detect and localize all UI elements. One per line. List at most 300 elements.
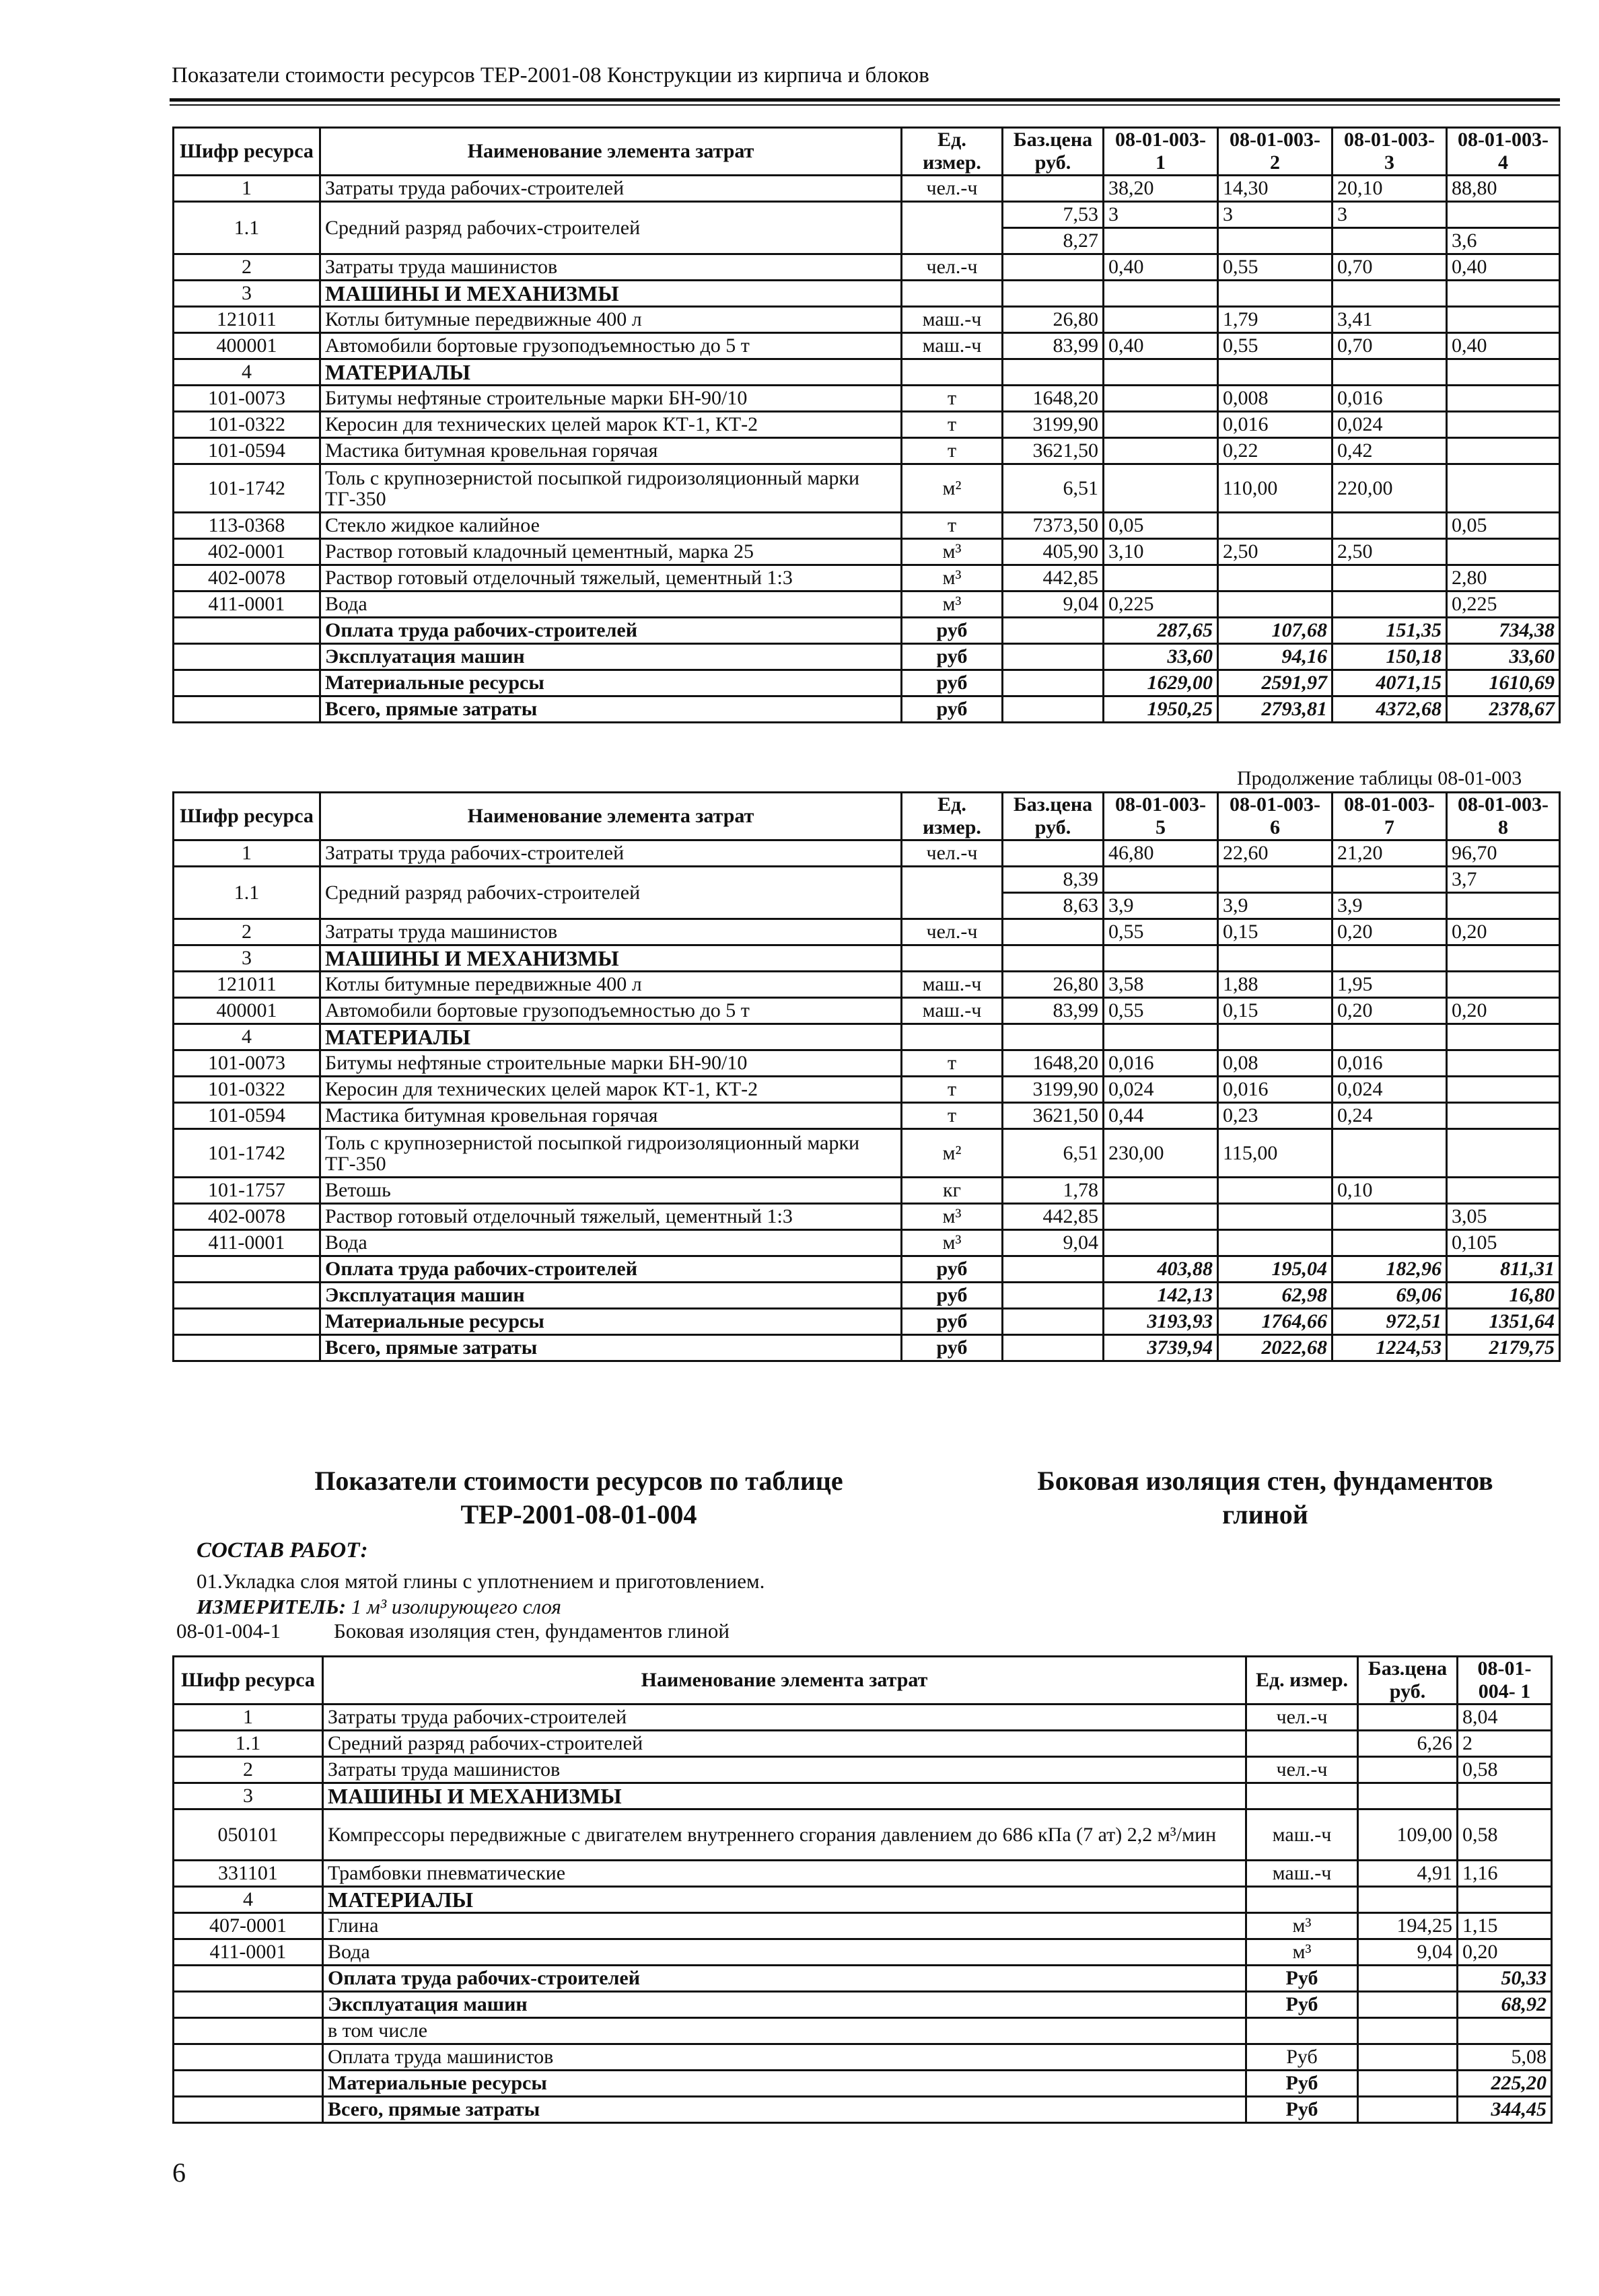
measure-line <box>197 1595 561 1619</box>
resource-name: МАШИНЫ И МЕХАНИЗМЫ <box>320 945 902 972</box>
header-rate-col: 08-01-003- 4 <box>1447 128 1560 176</box>
resource-name: Котлы битумные передвижные 400 л <box>320 972 902 998</box>
resource-unit: чел.-ч <box>902 254 1003 281</box>
table-row <box>174 281 1560 307</box>
resource-unit: т <box>902 1050 1003 1077</box>
resource-code: 402-0078 <box>174 1204 320 1230</box>
header-rate-col: 08-01-004- 1 <box>1458 1657 1552 1705</box>
resource-value: 1,95 <box>1332 972 1447 998</box>
resource-value <box>1218 1024 1332 1050</box>
resource-name: Автомобили бортовые грузоподъемностью до 5 т <box>320 998 902 1024</box>
resource-value: 0,20 <box>1447 919 1560 945</box>
total-price-empty <box>1358 2071 1458 2097</box>
resource-value: 3,6 <box>1447 228 1560 254</box>
resource-unit: кг <box>902 1178 1003 1204</box>
resource-value <box>1447 972 1560 998</box>
resource-unit <box>902 1024 1003 1050</box>
total-value: 734,38 <box>1447 618 1560 644</box>
resource-unit: м³ <box>902 591 1003 618</box>
total-row <box>174 1256 1560 1283</box>
resource-name: Средний разряд рабочих-строителей <box>323 1731 1246 1757</box>
resource-value <box>1447 1050 1560 1077</box>
resource-value: 3,05 <box>1447 1204 1560 1230</box>
base-price <box>1003 1024 1104 1050</box>
total-value: 33,60 <box>1447 644 1560 670</box>
resource-code: 2 <box>174 919 320 945</box>
total-unit: руб <box>902 618 1003 644</box>
code-line <box>176 1619 730 1643</box>
resource-code: 1 <box>174 176 320 202</box>
total-unit: Руб <box>1246 2044 1358 2071</box>
resource-name: МАТЕРИАЛЫ <box>320 359 902 386</box>
total-code-empty <box>174 670 320 696</box>
resource-value: 0,08 <box>1218 1050 1332 1077</box>
resource-value <box>1458 1887 1552 1913</box>
resource-value: 0,024 <box>1332 1077 1447 1103</box>
resource-value <box>1218 565 1332 591</box>
table-row <box>174 254 1560 281</box>
total-code-empty <box>174 1335 320 1361</box>
resource-value <box>1447 1129 1560 1178</box>
resource-value <box>1447 281 1560 307</box>
header-rule-thin <box>170 104 1560 106</box>
total-unit: Руб <box>1246 2097 1358 2123</box>
page-number: 6 <box>172 2157 186 2188</box>
resource-value: 0,225 <box>1447 591 1560 618</box>
table-row <box>174 386 1560 412</box>
table-row <box>174 307 1560 333</box>
total-unit: руб <box>902 670 1003 696</box>
base-price: 6,26 <box>1358 1731 1458 1757</box>
resource-table-08-01-003-part1 <box>172 127 1561 723</box>
base-price <box>1003 281 1104 307</box>
table-row <box>174 1077 1560 1103</box>
header-unit: Ед. измер. <box>902 793 1003 840</box>
resource-value: 96,70 <box>1447 840 1560 867</box>
total-row <box>174 1309 1560 1335</box>
base-price: 3621,50 <box>1003 438 1104 464</box>
total-value: 811,31 <box>1447 1256 1560 1283</box>
header-code: Шифр ресурса <box>174 128 320 176</box>
base-price <box>1358 1705 1458 1731</box>
resource-name: Ветошь <box>320 1178 902 1204</box>
resource-name: Керосин для технических целей марок КТ-1, КТ-2 <box>320 1077 902 1103</box>
resource-value <box>1447 386 1560 412</box>
work-item-1: 01.Укладка слоя мятой глины с уплотнением и приготовлением. <box>197 1569 765 1593</box>
resource-unit <box>902 867 1003 919</box>
base-price: 442,85 <box>1003 565 1104 591</box>
resource-code: 101-0073 <box>174 386 320 412</box>
base-price: 8,27 <box>1003 228 1104 254</box>
total-value: 1224,53 <box>1332 1335 1447 1361</box>
total-row <box>174 644 1560 670</box>
resource-value <box>1332 1129 1447 1178</box>
total-row <box>174 696 1560 723</box>
table-row <box>174 919 1560 945</box>
resource-name: Мастика битумная кровельная горячая <box>320 1103 902 1129</box>
resource-unit: т <box>902 438 1003 464</box>
header-rate-col: 08-01-003- 1 <box>1104 128 1218 176</box>
resource-value <box>1104 228 1218 254</box>
resource-value <box>1218 1178 1332 1204</box>
resource-value: 0,42 <box>1332 438 1447 464</box>
total-value: 5,08 <box>1458 2044 1552 2071</box>
resource-value <box>1104 464 1218 513</box>
header-rate-col: 08-01-003- 6 <box>1218 793 1332 840</box>
resource-unit <box>1246 1783 1358 1809</box>
total-unit: Руб <box>1246 1992 1358 2018</box>
base-price: 3199,90 <box>1003 412 1104 438</box>
resource-name: Вода <box>323 1939 1246 1966</box>
resource-name: Котлы битумные передвижные 400 л <box>320 307 902 333</box>
resource-value: 88,80 <box>1447 176 1560 202</box>
resource-name: Автомобили бортовые грузоподъемностью до 5 т <box>320 333 902 359</box>
resource-value: 0,70 <box>1332 333 1447 359</box>
resource-value <box>1332 1230 1447 1256</box>
base-price <box>1003 945 1104 972</box>
total-row <box>174 670 1560 696</box>
resource-value: 8,04 <box>1458 1705 1552 1731</box>
resource-value: 0,105 <box>1447 1230 1560 1256</box>
resource-value <box>1104 281 1218 307</box>
base-price: 8,39 <box>1003 867 1104 893</box>
resource-value: 0,024 <box>1104 1077 1218 1103</box>
resource-value <box>1104 1178 1218 1204</box>
resource-value: 0,55 <box>1218 333 1332 359</box>
total-code-empty <box>174 2071 323 2097</box>
base-price <box>1358 1783 1458 1809</box>
header-rate-col: 08-01-003- 8 <box>1447 793 1560 840</box>
resource-unit <box>902 359 1003 386</box>
resource-value: 3,10 <box>1104 539 1218 565</box>
resource-code: 331101 <box>174 1861 323 1887</box>
resource-value: 0,23 <box>1218 1103 1332 1129</box>
resource-code: 101-0322 <box>174 1077 320 1103</box>
resource-value: 110,00 <box>1218 464 1332 513</box>
header-rate-col: 08-01-003- 5 <box>1104 793 1218 840</box>
resource-code: 101-0594 <box>174 438 320 464</box>
table-header-row <box>174 793 1560 840</box>
resource-value <box>1332 591 1447 618</box>
resource-code: 411-0001 <box>174 591 320 618</box>
resource-name: Керосин для технических целей марок КТ-1, КТ-2 <box>320 412 902 438</box>
total-row <box>174 2071 1552 2097</box>
total-price-empty <box>1003 644 1104 670</box>
total-name: Эксплуатация машин <box>320 1283 902 1309</box>
table-row <box>174 1757 1552 1783</box>
base-price: 9,04 <box>1358 1939 1458 1966</box>
base-price <box>1003 919 1104 945</box>
resource-name: Раствор готовый отделочный тяжелый, цементный 1:3 <box>320 565 902 591</box>
resource-unit: маш.-ч <box>1246 1809 1358 1861</box>
resource-name: Битумы нефтяные строительные марки БН-90/10 <box>320 386 902 412</box>
resource-value <box>1104 386 1218 412</box>
base-price: 442,85 <box>1003 1204 1104 1230</box>
total-unit: руб <box>902 1256 1003 1283</box>
resource-value: 2,80 <box>1447 565 1560 591</box>
resource-value <box>1104 438 1218 464</box>
resource-code: 2 <box>174 254 320 281</box>
resource-unit: чел.-ч <box>1246 1705 1358 1731</box>
total-value: 2022,68 <box>1218 1335 1332 1361</box>
total-value: 50,33 <box>1458 1966 1552 1992</box>
total-price-empty <box>1003 618 1104 644</box>
table-row <box>174 840 1560 867</box>
resource-code: 4 <box>174 359 320 386</box>
resource-name: Толь с крупнозернистой посыпкой гидроизоляционный марки ТГ-350 <box>320 464 902 513</box>
total-row <box>174 2044 1552 2071</box>
resource-value <box>1332 228 1447 254</box>
resource-value: 0,016 <box>1218 412 1332 438</box>
resource-code: 4 <box>174 1887 323 1913</box>
resource-code: 113-0368 <box>174 513 320 539</box>
resource-value <box>1447 307 1560 333</box>
resource-unit: маш.-ч <box>902 307 1003 333</box>
total-value: 62,98 <box>1218 1283 1332 1309</box>
resource-name: Средний разряд рабочих-строителей <box>320 867 902 919</box>
resource-value: 0,10 <box>1332 1178 1447 1204</box>
resource-value <box>1218 591 1332 618</box>
table-row <box>174 1103 1560 1129</box>
total-price-empty <box>1358 1992 1458 2018</box>
resource-code: 3 <box>174 281 320 307</box>
resource-code: 1.1 <box>174 867 320 919</box>
header-price: Баз.цена руб. <box>1358 1657 1458 1705</box>
resource-code: 121011 <box>174 972 320 998</box>
total-price-empty <box>1003 1283 1104 1309</box>
resource-value: 0,15 <box>1218 919 1332 945</box>
resource-value <box>1447 1178 1560 1204</box>
table-row <box>174 438 1560 464</box>
resource-name: Стекло жидкое калийное <box>320 513 902 539</box>
resource-code: 400001 <box>174 998 320 1024</box>
table-row <box>174 998 1560 1024</box>
total-name: Всего, прямые затраты <box>320 696 902 723</box>
resource-name: Затраты труда машинистов <box>320 254 902 281</box>
resource-value <box>1447 1024 1560 1050</box>
total-price-empty <box>1358 1966 1458 1992</box>
resource-code: 3 <box>174 945 320 972</box>
resource-name: МАШИНЫ И МЕХАНИЗМЫ <box>320 281 902 307</box>
total-row <box>174 1966 1552 1992</box>
total-code-empty <box>174 2097 323 2123</box>
resource-code: 411-0001 <box>174 1939 323 1966</box>
total-unit: руб <box>902 644 1003 670</box>
total-code-empty <box>174 644 320 670</box>
resource-code: 402-0078 <box>174 565 320 591</box>
resource-code: 3 <box>174 1783 323 1809</box>
resource-name: Толь с крупнозернистой посыпкой гидроизоляционный марки ТГ-350 <box>320 1129 902 1178</box>
base-price: 26,80 <box>1003 307 1104 333</box>
resource-value <box>1218 1204 1332 1230</box>
base-price: 83,99 <box>1003 998 1104 1024</box>
resource-value: 0,15 <box>1218 998 1332 1024</box>
table-row <box>174 1050 1560 1077</box>
resource-value: 2 <box>1458 1731 1552 1757</box>
total-value: 142,13 <box>1104 1283 1218 1309</box>
resource-value <box>1447 1077 1560 1103</box>
resource-name: Трамбовки пневматические <box>323 1861 1246 1887</box>
total-name: Материальные ресурсы <box>320 1309 902 1335</box>
total-value: 1351,64 <box>1447 1309 1560 1335</box>
resource-code: 4 <box>174 1024 320 1050</box>
resource-code: 101-1742 <box>174 1129 320 1178</box>
resource-value <box>1332 1204 1447 1230</box>
resource-code: 1 <box>174 840 320 867</box>
resource-value: 0,016 <box>1218 1077 1332 1103</box>
base-price: 4,91 <box>1358 1861 1458 1887</box>
total-value: 68,92 <box>1458 1992 1552 2018</box>
total-row <box>174 1992 1552 2018</box>
table-row <box>174 972 1560 998</box>
resource-unit: маш.-ч <box>1246 1861 1358 1887</box>
resource-value: 3,58 <box>1104 972 1218 998</box>
table-row <box>174 464 1560 513</box>
header-code: Шифр ресурса <box>174 1657 323 1705</box>
resource-unit: м² <box>902 464 1003 513</box>
resource-value: 0,40 <box>1447 254 1560 281</box>
total-name: Всего, прямые затраты <box>323 2097 1246 2123</box>
total-code-empty <box>174 1283 320 1309</box>
resource-value <box>1218 228 1332 254</box>
total-value: 182,96 <box>1332 1256 1447 1283</box>
base-price: 6,51 <box>1003 464 1104 513</box>
total-name: Эксплуатация машин <box>320 644 902 670</box>
total-unit: руб <box>902 1309 1003 1335</box>
resource-value: 220,00 <box>1332 464 1447 513</box>
resource-unit <box>1246 1731 1358 1757</box>
resource-unit: т <box>902 1103 1003 1129</box>
resource-code: 121011 <box>174 307 320 333</box>
resource-name: Затраты труда рабочих-строителей <box>320 840 902 867</box>
base-price: 1,78 <box>1003 1178 1104 1204</box>
table-header-row <box>174 128 1560 176</box>
table-row <box>174 1913 1552 1939</box>
resource-unit: т <box>902 513 1003 539</box>
resource-value <box>1218 867 1332 893</box>
resource-value: 22,60 <box>1218 840 1332 867</box>
table-row <box>174 1939 1552 1966</box>
resource-unit <box>902 202 1003 254</box>
resource-value <box>1104 565 1218 591</box>
total-value: 2793,81 <box>1218 696 1332 723</box>
table-row <box>174 1861 1552 1887</box>
table-row <box>174 1204 1560 1230</box>
total-name: Оплата труда рабочих-строителей <box>320 1256 902 1283</box>
resource-name: МАТЕРИАЛЫ <box>320 1024 902 1050</box>
header-name: Наименование элемента затрат <box>320 793 902 840</box>
resource-value <box>1218 945 1332 972</box>
resource-name: Раствор готовый кладочный цементный, марка 25 <box>320 539 902 565</box>
resource-code: 1 <box>174 1705 323 1731</box>
resource-unit <box>902 945 1003 972</box>
resource-name: Затраты труда рабочих-строителей <box>323 1705 1246 1731</box>
header-price: Баз.цена руб. <box>1003 128 1104 176</box>
resource-value: 3,41 <box>1332 307 1447 333</box>
measure-value: 1 м³ изолирующего слоя <box>351 1595 561 1618</box>
work-composition-heading: СОСТАВ РАБОТ: <box>197 1538 368 1563</box>
resource-value: 0,40 <box>1104 254 1218 281</box>
resource-unit: м³ <box>902 539 1003 565</box>
resource-value: 0,55 <box>1104 998 1218 1024</box>
header-unit: Ед. измер. <box>902 128 1003 176</box>
resource-value <box>1447 1103 1560 1129</box>
resource-value: 0,20 <box>1447 998 1560 1024</box>
total-value: 16,80 <box>1447 1283 1560 1309</box>
resource-name: Средний разряд рабочих-строителей <box>320 202 902 254</box>
header-code: Шифр ресурса <box>174 793 320 840</box>
total-code-empty <box>174 1256 320 1283</box>
resource-value: 0,20 <box>1332 919 1447 945</box>
table-row <box>174 412 1560 438</box>
base-price: 6,51 <box>1003 1129 1104 1178</box>
total-name: Материальные ресурсы <box>320 670 902 696</box>
total-unit: руб <box>902 1335 1003 1361</box>
resource-value <box>1332 513 1447 539</box>
total-unit: руб <box>902 1283 1003 1309</box>
table-row <box>174 591 1560 618</box>
total-price-empty <box>1003 1309 1104 1335</box>
resource-value: 0,24 <box>1332 1103 1447 1129</box>
resource-code: 101-0322 <box>174 412 320 438</box>
header-unit: Ед. измер. <box>1246 1657 1358 1705</box>
resource-unit: т <box>902 386 1003 412</box>
measure-label: ИЗМЕРИТЕЛЬ: <box>197 1595 347 1618</box>
resource-value: 1,15 <box>1458 1913 1552 1939</box>
table-row <box>174 513 1560 539</box>
resource-unit: м³ <box>902 565 1003 591</box>
total-value: 2591,97 <box>1218 670 1332 696</box>
resource-value <box>1332 359 1447 386</box>
resource-value: 0,58 <box>1458 1809 1552 1861</box>
resource-value <box>1332 945 1447 972</box>
total-value: 150,18 <box>1332 644 1447 670</box>
section-title-left: Показатели стоимости ресурсов по таблице ТЕР-2001-08-01-004 <box>314 1466 843 1530</box>
resource-code: 101-0594 <box>174 1103 320 1129</box>
resource-unit: чел.-ч <box>1246 1757 1358 1783</box>
resource-value: 14,30 <box>1218 176 1332 202</box>
total-code-empty <box>174 696 320 723</box>
header-price: Баз.цена руб. <box>1003 793 1104 840</box>
resource-value: 0,225 <box>1104 591 1218 618</box>
resource-unit: маш.-ч <box>902 998 1003 1024</box>
resource-code: 407-0001 <box>174 1913 323 1939</box>
base-price: 7,53 <box>1003 202 1104 228</box>
total-price-empty <box>1003 1335 1104 1361</box>
resource-code: 1.1 <box>174 202 320 254</box>
resource-value: 0,70 <box>1332 254 1447 281</box>
resource-value: 20,10 <box>1332 176 1447 202</box>
total-unit <box>1246 2018 1358 2044</box>
base-price <box>1358 1887 1458 1913</box>
table-row <box>174 1230 1560 1256</box>
total-value: 344,45 <box>1458 2097 1552 2123</box>
resource-unit: маш.-ч <box>902 972 1003 998</box>
resource-name: Раствор готовый отделочный тяжелый, цементный 1:3 <box>320 1204 902 1230</box>
total-code-empty <box>174 618 320 644</box>
total-row <box>174 1335 1560 1361</box>
resource-value: 0,58 <box>1458 1757 1552 1783</box>
total-value: 107,68 <box>1218 618 1332 644</box>
base-price: 3621,50 <box>1003 1103 1104 1129</box>
resource-code: 1.1 <box>174 1731 323 1757</box>
continuation-label: Продолжение таблицы 08-01-003 <box>1237 767 1522 789</box>
resource-value <box>1458 1783 1552 1809</box>
table-row <box>174 867 1560 893</box>
base-price: 8,63 <box>1003 893 1104 919</box>
table-row <box>174 1809 1552 1861</box>
resource-unit <box>1246 1887 1358 1913</box>
